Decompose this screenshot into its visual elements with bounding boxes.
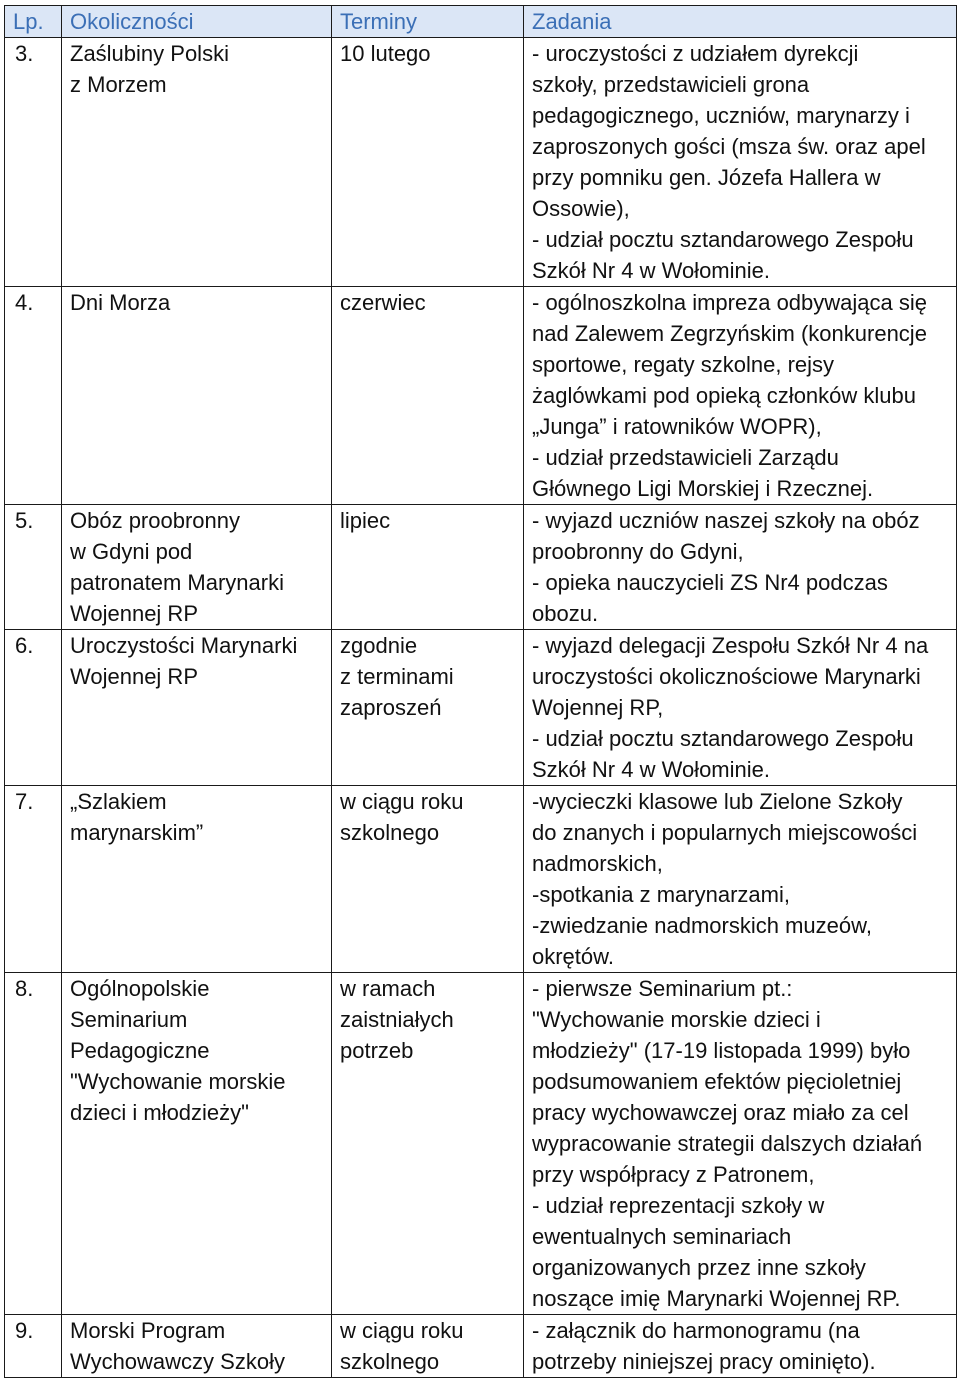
tasks-cell xyxy=(524,973,957,1315)
occasion-line: „Szlakiem xyxy=(70,789,167,814)
date-cell xyxy=(332,1315,524,1378)
date-cell xyxy=(332,505,524,630)
date-line: szkolnego xyxy=(340,820,440,845)
row-number: 8. xyxy=(5,973,62,1315)
tasks-cell xyxy=(524,287,957,505)
row-number: 4. xyxy=(5,287,62,505)
occasion-line: z Morzem xyxy=(70,72,167,97)
tasks-cell xyxy=(524,505,957,630)
occasion-line: Obóz proobronny xyxy=(70,508,240,533)
table-header-row xyxy=(5,6,957,38)
date-cell xyxy=(332,287,524,505)
date-line: zaproszeń xyxy=(340,695,442,720)
date-cell xyxy=(332,38,524,287)
occasion-line: Seminarium xyxy=(70,1007,188,1032)
column-header-terminy: Terminy xyxy=(332,6,524,38)
occasion-cell xyxy=(62,287,332,505)
date-cell xyxy=(332,786,524,973)
task-line: - pierwsze Seminarium pt.: xyxy=(532,976,793,1001)
occasion-line: "Wychowanie morskie xyxy=(70,1069,286,1094)
row-number: 9. xyxy=(5,1315,62,1378)
date-line: 10 lutego xyxy=(340,41,431,66)
task-line: przy współpracy z Patronem, xyxy=(532,1162,815,1187)
task-line: - ogólnoszkolna impreza odbywająca się xyxy=(532,290,927,315)
table-row xyxy=(5,1315,957,1378)
occasion-cell xyxy=(62,1315,332,1378)
task-line: -spotkania z marynarzami, xyxy=(532,882,790,907)
occasion-line: marynarskim” xyxy=(70,820,204,845)
task-line: zaproszonych gości (msza św. oraz apel xyxy=(532,134,926,159)
task-line: młodzieży" (17-19 listopada 1999) było xyxy=(532,1038,911,1063)
column-header-lp: Lp. xyxy=(5,6,62,38)
task-line: proobronny do Gdyni, xyxy=(532,539,744,564)
row-number: 5. xyxy=(5,505,62,630)
occasion-cell xyxy=(62,786,332,973)
task-line: - wyjazd delegacji Zespołu Szkół Nr 4 na xyxy=(532,633,929,658)
occasion-line: patronatem Marynarki xyxy=(70,570,284,595)
date-line: w ciągu roku xyxy=(340,789,464,814)
task-line: - udział pocztu sztandarowego Zespołu xyxy=(532,726,914,751)
task-line: pedagogicznego, uczniów, marynarzy i xyxy=(532,103,910,128)
task-line: - udział przedstawicieli Zarządu xyxy=(532,445,839,470)
task-line: - udział pocztu sztandarowego Zespołu xyxy=(532,227,914,252)
occasion-line: Dni Morza xyxy=(70,290,171,315)
tasks-cell xyxy=(524,38,957,287)
date-line: zaistniałych xyxy=(340,1007,454,1032)
task-line: sportowe, regaty szkolne, rejsy xyxy=(532,352,835,377)
table-row xyxy=(5,38,957,287)
occasion-line: Uroczystości Marynarki xyxy=(70,633,298,658)
date-line: w ciągu roku xyxy=(340,1318,464,1343)
occasion-line: Wojennej RP xyxy=(70,664,198,689)
column-header-okolicznosci: Okoliczności xyxy=(62,6,332,38)
task-line: pracy wychowawczej oraz miało za cel xyxy=(532,1100,909,1125)
task-line: uroczystości okolicznościowe Marynarki xyxy=(532,664,921,689)
table-row xyxy=(5,973,957,1315)
occasion-cell xyxy=(62,38,332,287)
task-line: organizowanych przez inne szkoły xyxy=(532,1255,866,1280)
task-line: noszące imię Marynarki Wojennej RP. xyxy=(532,1286,901,1311)
table-row xyxy=(5,630,957,786)
task-line: Ossowie), xyxy=(532,196,630,221)
task-line: do znanych i popularnych miejscowości xyxy=(532,820,918,845)
task-line: okrętów. xyxy=(532,944,614,969)
date-line: w ramach xyxy=(340,976,436,1001)
row-number: 7. xyxy=(5,786,62,973)
table-row xyxy=(5,505,957,630)
schedule-table xyxy=(4,5,957,1378)
occasion-line: Wojennej RP xyxy=(70,601,198,626)
tasks-cell xyxy=(524,1315,957,1378)
task-line: wypracowanie strategii dalszych działań xyxy=(532,1131,923,1156)
task-line: Szkół Nr 4 w Wołominie. xyxy=(532,757,770,782)
occasion-line: Pedagogiczne xyxy=(70,1038,210,1063)
occasion-cell xyxy=(62,630,332,786)
task-line: Wojennej RP, xyxy=(532,695,664,720)
task-line: podsumowaniem efektów pięcioletniej xyxy=(532,1069,902,1094)
occasion-line: Ogólnopolskie xyxy=(70,976,210,1001)
task-line: "Wychowanie morskie dzieci i xyxy=(532,1007,821,1032)
table-row xyxy=(5,287,957,505)
date-line: zgodnie xyxy=(340,633,418,658)
occasion-line: Wychowawczy Szkoły xyxy=(70,1349,285,1374)
occasion-line: Zaślubiny Polski xyxy=(70,41,229,66)
tasks-cell xyxy=(524,786,957,973)
task-line: -zwiedzanie nadmorskich muzeów, xyxy=(532,913,872,938)
row-number: 6. xyxy=(5,630,62,786)
column-header-zadania: Zadania xyxy=(524,6,957,38)
occasion-line: Morski Program xyxy=(70,1318,226,1343)
date-cell xyxy=(332,973,524,1315)
occasion-line: w Gdyni pod xyxy=(70,539,193,564)
task-line: żaglówkami pod opieką członków klubu xyxy=(532,383,916,408)
row-number: 3. xyxy=(5,38,62,287)
date-line: z terminami xyxy=(340,664,454,689)
date-line: czerwiec xyxy=(340,290,426,315)
task-line: potrzeby niniejszej pracy ominięto). xyxy=(532,1349,876,1374)
task-line: - uroczystości z udziałem dyrekcji xyxy=(532,41,859,66)
date-cell xyxy=(332,630,524,786)
tasks-cell xyxy=(524,630,957,786)
occasion-line: dzieci i młodzieży" xyxy=(70,1100,249,1125)
task-line: - udział reprezentacji szkoły w xyxy=(532,1193,825,1218)
date-line: szkolnego xyxy=(340,1349,440,1374)
date-line: potrzeb xyxy=(340,1038,414,1063)
task-line: - opieka nauczycieli ZS Nr4 podczas xyxy=(532,570,888,595)
task-line: - załącznik do harmonogramu (na xyxy=(532,1318,860,1343)
task-line: „Junga” i ratowników WOPR), xyxy=(532,414,822,439)
task-line: szkoły, przedstawicieli grona xyxy=(532,72,810,97)
task-line: - wyjazd uczniów naszej szkoły na obóz xyxy=(532,508,920,533)
occasion-cell xyxy=(62,505,332,630)
task-line: Głównego Ligi Morskiej i Rzecznej. xyxy=(532,476,874,501)
table-body xyxy=(5,38,957,1378)
task-line: nadmorskich, xyxy=(532,851,663,876)
occasion-cell xyxy=(62,973,332,1315)
task-line: ewentualnych seminariach xyxy=(532,1224,792,1249)
task-line: -wycieczki klasowe lub Zielone Szkoły xyxy=(532,789,903,814)
task-line: Szkół Nr 4 w Wołominie. xyxy=(532,258,770,283)
task-line: obozu. xyxy=(532,601,599,626)
task-line: przy pomniku gen. Józefa Hallera w xyxy=(532,165,881,190)
task-line: nad Zalewem Zegrzyńskim (konkurencje xyxy=(532,321,927,346)
table-row xyxy=(5,786,957,973)
date-line: lipiec xyxy=(340,508,391,533)
